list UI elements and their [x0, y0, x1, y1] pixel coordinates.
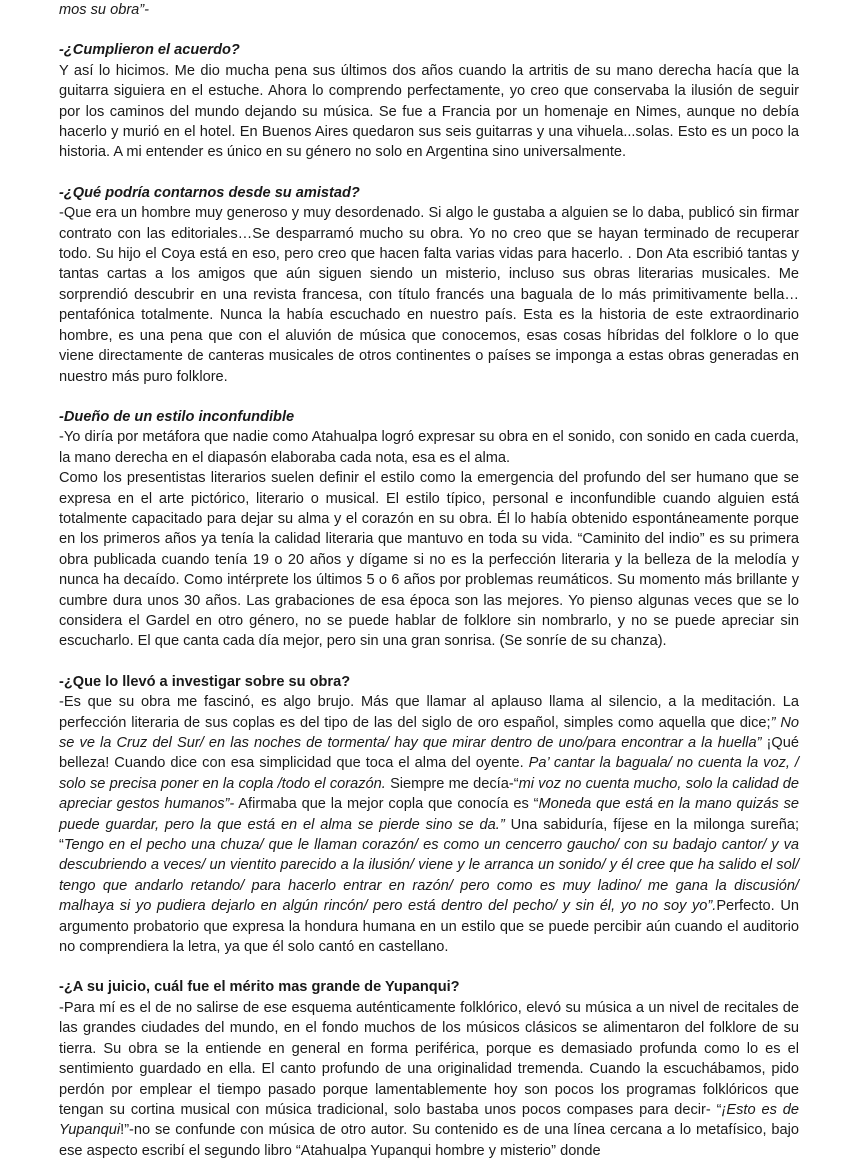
question-heading: -¿A su juicio, cuál fue el mérito mas grande de Yupanqui? — [59, 979, 460, 996]
quoted-phrase: ¡Esto es de Yupanqui — [59, 1101, 799, 1139]
answer-paragraph: Como los presentistas literarios suelen definir el estilo como la emergencia del profundo del ser humano que se expresa en el arte pictórico, literario o musical. El estilo típico, personal e inconfundible cuando alguien está totalmente capacitado para dejar su alma y el corazón en su obra. Él lo había obtenido espontáneamente porque en los primeros años ya tenía la calidad literaria que mantuvo en toda su vida. “Caminito del indio” es su primera obra publicada cuando tenía 19 o 20 años y dígame si no es la perfección literaria y la belleza de la melodía y nunca ha decaído. Como intérprete los últimos 5 o 6 años por problemas reumáticos. Su momento más brillante y cumbre dura unos 30 años. Las grabaciones de esa época son las mejores. Yo pienso algunas veces que se lo considera el Gardel en otro género, no se puede hablar de folklore sin nombrarlo, y no se puede apreciar sin escucharlo. El que canta cada día mejor, pero sin una gran sonrisa. (Se sonríe de su chanza). — [59, 470, 799, 650]
answer-text: Perfecto. Un argumento probatorio que expresa la hondura humana en un estilo que se puede percibir aún cuando el auditorio no comprendiera la letra, ya que él solo cantó en castellano. — [59, 898, 799, 956]
quoted-verse: Pa’ cantar la baguala/ no cuenta la voz, / solo se precisa poner en la copla /todo el corazón. — [59, 755, 799, 792]
answer-text: Una sabiduría, fíjese en la milonga sureña; “ — [59, 816, 800, 854]
document-page — [59, 0, 799, 1161]
answer-paragraph: -Que era un hombre muy generoso y muy desordenado. Si algo le gustaba a alguien se lo daba, publicó sin firmar contrato con las editoriales…Se desparramó mucho su obra. Yo no creo que se hayan terminado de recuperar todo. Su hijo el Coya está en eso, pero creo que hacen falta varias vidas para hacerlo. . Don Ata escribió tantas y tantas cartas a los amigos que aún siguen siendo un misterio, incluso sus obras literarias musicales. Me sorprendió descubrir en una revista francesa, con título francés una baguala de lo más primitivamente bella…pentafónica totalmente. Nunca la había escuchado en nuestro país. Esta es la historia de este extraordinario hombre, es una pena que con el aluvión de música que conocemos, esas cosas híbridas del folklore o lo que viene directamente de canteras musicales de otros continentes o países se imponga a estas obras generadas en nuestro más puro folklore. — [59, 205, 799, 385]
question-heading: -Dueño de un estilo inconfundible — [59, 408, 295, 425]
quoted-verse: ” No se ve la Cruz del Sur/ en las noches de tormenta/ hay que mirar dentro de uno/para encontrar a la huella” — [59, 714, 799, 751]
question-heading: -¿Cumplieron el acuerdo? — [59, 42, 240, 59]
answer-text: Afirmaba que la mejor copla que conocía es “ — [234, 796, 539, 813]
answer-paragraph: -Yo diría por metáfora que nadie como Atahualpa logró expresar su obra en el sonido, con sonido en cada cuerda, la mano derecha en el diapasón elaboraba cada nota, esa es el alma. — [59, 429, 799, 466]
section-merito — [59, 977, 799, 1161]
answer-text: -Es que su obra me fascinó, es algo brujo. Más que llamar al aplauso llama al silencio, a la meditación. La perfección literaria de sus coplas es del tipo de las del siglo de oro español, simples como aquella que dice; — [59, 694, 799, 731]
quoted-verse: Moneda que está en la mano quizás se puede guardar, pero la que está en el alma se pierde sino se da.” — [59, 796, 800, 833]
answer-paragraph: Y así lo hicimos. Me dio mucha pena sus últimos dos años cuando la artritis de su mano derecha hacía que la guitarra siguiera en el estuche. Ahora lo comprendo perfectamente, yo creo que conservaba la ilusión de seguir por los caminos del mundo dejando su música. Se fue a Francia por un homenaje en Nimes, aunque no debía hacerlo y murió en el hotel. En Buenos Aires quedaron sus seis guitarras y una vihuela...solas. Esto es un poco la historia. A mi entender es único en su género no solo en Argentina sino universalmente. — [59, 62, 799, 161]
section-acuerdo — [59, 40, 799, 162]
answer-text: -Para mí es el de no salirse de ese esquema auténticamente folklórico, elevó su música a un nivel de recitales de las grandes ciudades del mundo, en el fondo muchos de los músicos clásicos se alimentaron del folklore de su tierra. Su obra se la entiende en general en forma periférica, porque es demasiado profunda como lo es el sentimiento guardado en ella. El canto profundo de una originalidad tremenda. Cuando la escuchábamos, pido perdón por emplear el tiempo pasado porque lamentablemente hoy son pocos los programas folklóricos que tengan su cortina musical con música tradicional, solo bastaba unos pocos compases para decir- “ — [59, 999, 799, 1118]
answer-text: Siempre me decía-“ — [385, 775, 519, 792]
section-estilo — [59, 407, 799, 652]
answer-paragraph — [59, 692, 799, 957]
quoted-verse: mi voz no cuenta mucho, solo la calidad de apreciar gestos humanos”- — [59, 775, 799, 813]
section-investigar — [59, 672, 799, 958]
answer-paragraph — [59, 998, 799, 1161]
answer-text: !”-no se confunde con música de otro autor. Su contenido es de una línea cercana a lo metafísico, bajo ese aspecto escribí el segundo libro “Atahualpa Yupanqui hombre y misterio” donde — [59, 1122, 799, 1159]
question-heading: -¿Qué podría contarnos desde su amistad? — [59, 184, 360, 201]
intro-fragment: mos su obra”- — [59, 2, 150, 18]
quoted-verse: Tengo en el pecho una chuza/ que le llaman corazón/ es como un cencerro gaucho/ con su badajo cantor/ y va descubriendo a veces/ un vientito parecido a la ilusión/ viene y le arranca un sonido/ y él cree que ha salido el sol/ tengo que andarlo retando/ para hacerlo entrar en razón/ pero como es muy ladino/ me gana la discusión/ malhaya si yo pudiera dejarlo en algún rincón/ pero está dentro del pecho/ y sin él, yo no soy yo”. — [59, 837, 799, 915]
section-amistad — [59, 183, 799, 387]
question-heading: -¿Que lo llevó a investigar sobre su obra? — [59, 673, 351, 690]
answer-text: ¡Qué belleza! Cuando dice con esa simplicidad que toca el alma del oyente. — [59, 735, 800, 772]
